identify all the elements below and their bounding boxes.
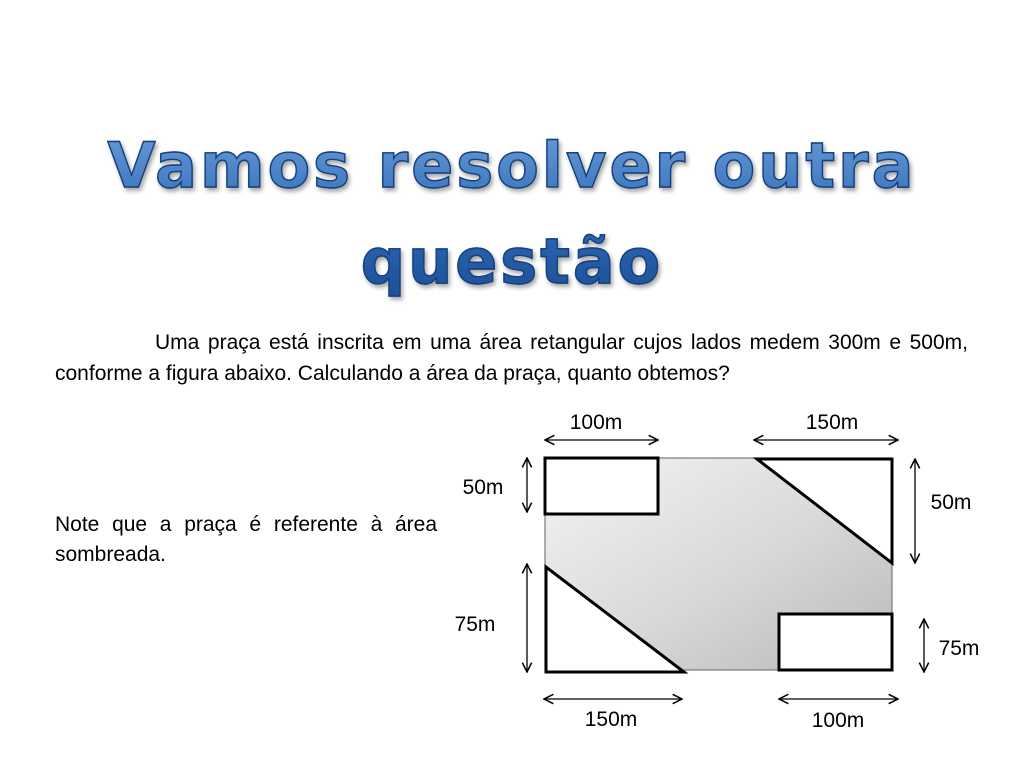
note-text: Note que a praça é referente à área sombreada. bbox=[55, 513, 437, 566]
bottom-right-height-label: 75m bbox=[938, 637, 980, 660]
bottom-right-width-label: 100m bbox=[811, 709, 865, 732]
slide-title: Vamos resolver outra questão bbox=[0, 118, 1024, 310]
bottom-left-width-label: 150m bbox=[584, 708, 638, 731]
bottom-right-rectangle bbox=[779, 614, 892, 670]
question-text: Uma praça está inscrita em uma área retangular cujos lados medem 300m e 500m, conforme a figura abaixo. Calculando a área da praça, quanto obtemos? bbox=[55, 331, 968, 385]
top-left-width-label: 100m bbox=[569, 411, 623, 434]
top-left-rectangle bbox=[545, 458, 658, 514]
top-right-height-label: 50m bbox=[930, 491, 972, 514]
bottom-left-height-label: 75m bbox=[454, 613, 496, 636]
top-left-height-label: 50m bbox=[462, 476, 504, 499]
top-right-width-label: 150m bbox=[805, 411, 859, 434]
